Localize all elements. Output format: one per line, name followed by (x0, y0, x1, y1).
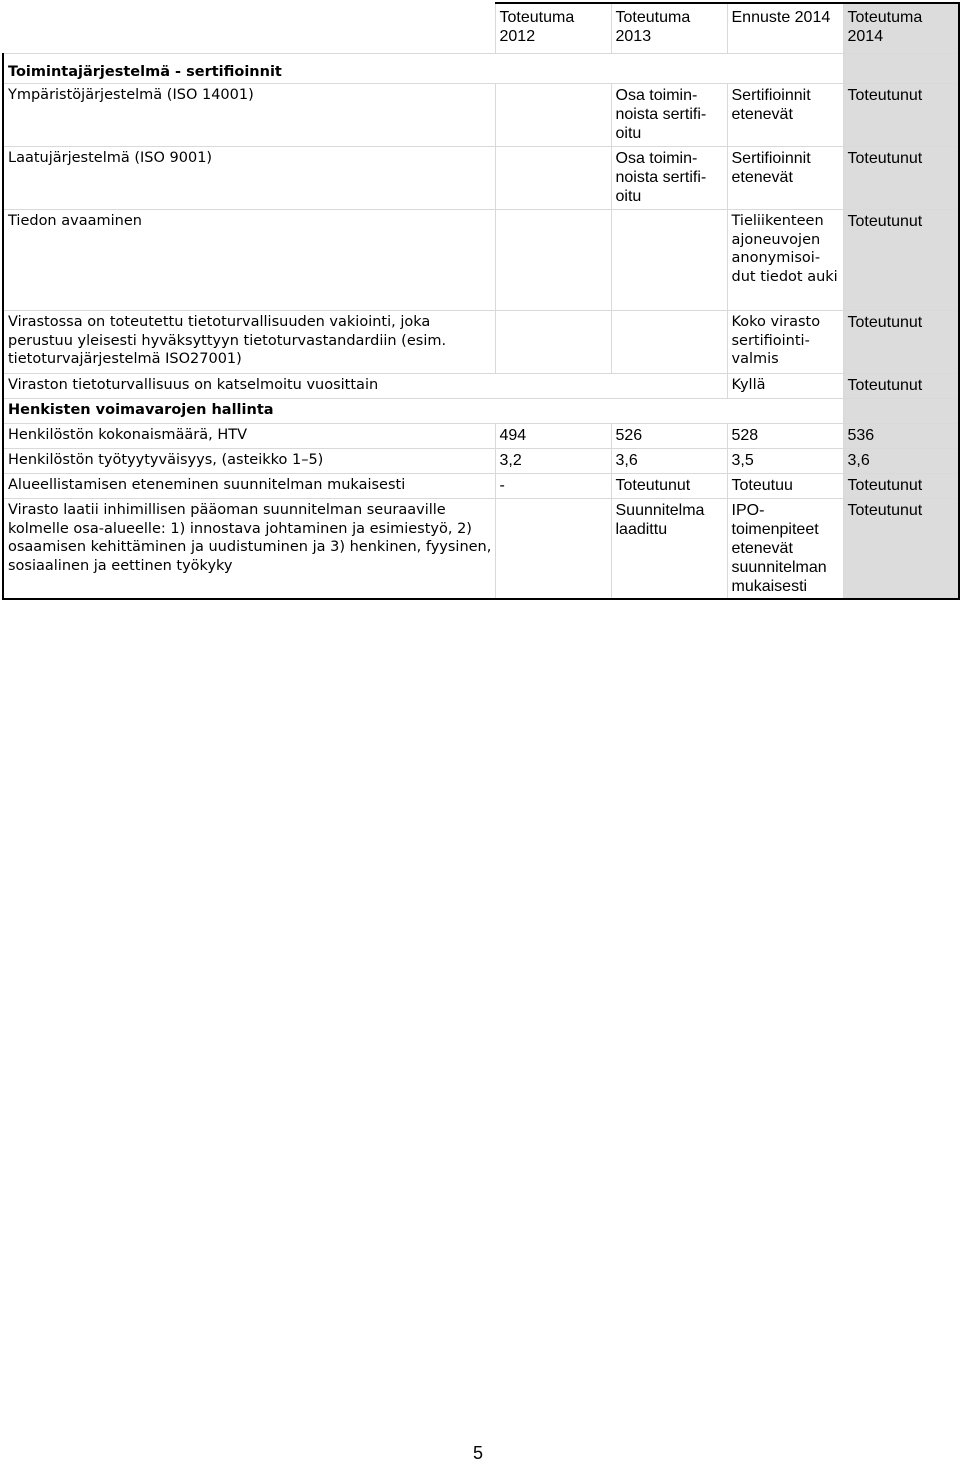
cell-2013: 526 (611, 424, 727, 449)
row-label: Laatujärjestelmä (ISO 9001) (3, 147, 495, 210)
row-label: Viraston tietoturvallisuus on katselmoitu vuosittain (3, 374, 727, 399)
cell-2013: 3,6 (611, 449, 727, 474)
header-empty (3, 3, 495, 54)
cell-toteutuma-2014: Toteutunut (843, 499, 959, 600)
cell-ennuste-2014: Sertifioinnit etenevät (727, 147, 843, 210)
header-2013: Toteutuma 2013 (611, 3, 727, 54)
cell-ennuste-2014: Sertifioinnit etenevät (727, 84, 843, 147)
cell-ennuste-2014: 3,5 (727, 449, 843, 474)
cell-ennuste-2014: Tieliikenteen ajoneuvojen anonymisoi-dut tiedot auki (727, 210, 843, 311)
cell-2013: Osa toimin-noista sertifi-oitu (611, 84, 727, 147)
table-row (3, 84, 959, 147)
cell-2012: 3,2 (495, 449, 611, 474)
cell-2012: 494 (495, 424, 611, 449)
cell-2013: Suunnitelma laadittu (611, 499, 727, 600)
table-row (3, 311, 959, 374)
row-label: Alueellistamisen eteneminen suunnitelman mukaisesti (3, 474, 495, 499)
cell-2012 (495, 499, 611, 600)
row-label: Henkilöstön kokonaismäärä, HTV (3, 424, 495, 449)
cell-2013: Osa toimin-noista sertifi-oitu (611, 147, 727, 210)
cell-toteutuma-2014: Toteutunut (843, 84, 959, 147)
row-label: Ympäristöjärjestelmä (ISO 14001) (3, 84, 495, 147)
cell-ennuste-2014: Koko virasto sertifiointi-valmis (727, 311, 843, 374)
data-table (2, 2, 960, 600)
row-label: Tiedon avaaminen (3, 210, 495, 311)
cell-ennuste-2014: Toteutuu (727, 474, 843, 499)
table-row (3, 499, 959, 600)
section-title: Toimintajärjestelmä - sertifioinnit (3, 54, 843, 84)
table-row (3, 210, 959, 311)
cell-2012 (495, 147, 611, 210)
cell-toteutuma-2014: 3,6 (843, 449, 959, 474)
row-label: Henkilöstön työtyytyväisyys, (asteikko 1–5) (3, 449, 495, 474)
row-label: Virasto laatii inhimillisen pääoman suunnitelman seuraaville kolmelle osa-alueelle: 1) innostava johtaminen ja esimiestyö, 2) osaamisen kehittäminen ja uudistuminen ja 3) henkinen, fyysinen, sosiaalinen ja eettinen työkyky (3, 499, 495, 600)
cell-2012: - (495, 474, 611, 499)
cell-ennuste-2014: IPO-toimenpiteet etenevät suunnitelman mukaisesti (727, 499, 843, 600)
section-title: Henkisten voimavarojen hallinta (3, 399, 843, 424)
cell-2012 (495, 311, 611, 374)
row-label: Virastossa on toteutettu tietoturvallisuuden vakiointi, joka perustuu yleisesti hyväksyttyyn tietoturvastandardiin (esim. tietoturvajärjestelmä ISO27001) (3, 311, 495, 374)
header-ennuste-2014: Ennuste 2014 (727, 3, 843, 54)
section-empty (843, 54, 959, 84)
header-2012: Toteutuma 2012 (495, 3, 611, 54)
section-empty (843, 399, 959, 424)
table-row (3, 374, 959, 399)
table-row (3, 424, 959, 449)
cell-2012 (495, 210, 611, 311)
cell-toteutuma-2014: Toteutunut (843, 210, 959, 311)
page-number: 5 (473, 1443, 484, 1463)
cell-2013 (611, 311, 727, 374)
section-row (3, 54, 959, 84)
header-toteutuma-2014: Toteutuma 2014 (843, 3, 959, 54)
cell-toteutuma-2014: Toteutunut (843, 147, 959, 210)
cell-2012 (495, 84, 611, 147)
cell-2013: Toteutunut (611, 474, 727, 499)
cell-toteutuma-2014: Toteutunut (843, 311, 959, 374)
cell-ennuste-2014: Kyllä (727, 374, 843, 399)
cell-toteutuma-2014: 536 (843, 424, 959, 449)
table-row (3, 449, 959, 474)
cell-2013 (611, 210, 727, 311)
section-row (3, 399, 959, 424)
header-row (3, 3, 959, 54)
table-row (3, 147, 959, 210)
table-row (3, 474, 959, 499)
cell-ennuste-2014: 528 (727, 424, 843, 449)
cell-toteutuma-2014: Toteutunut (843, 374, 959, 399)
cell-toteutuma-2014: Toteutunut (843, 474, 959, 499)
